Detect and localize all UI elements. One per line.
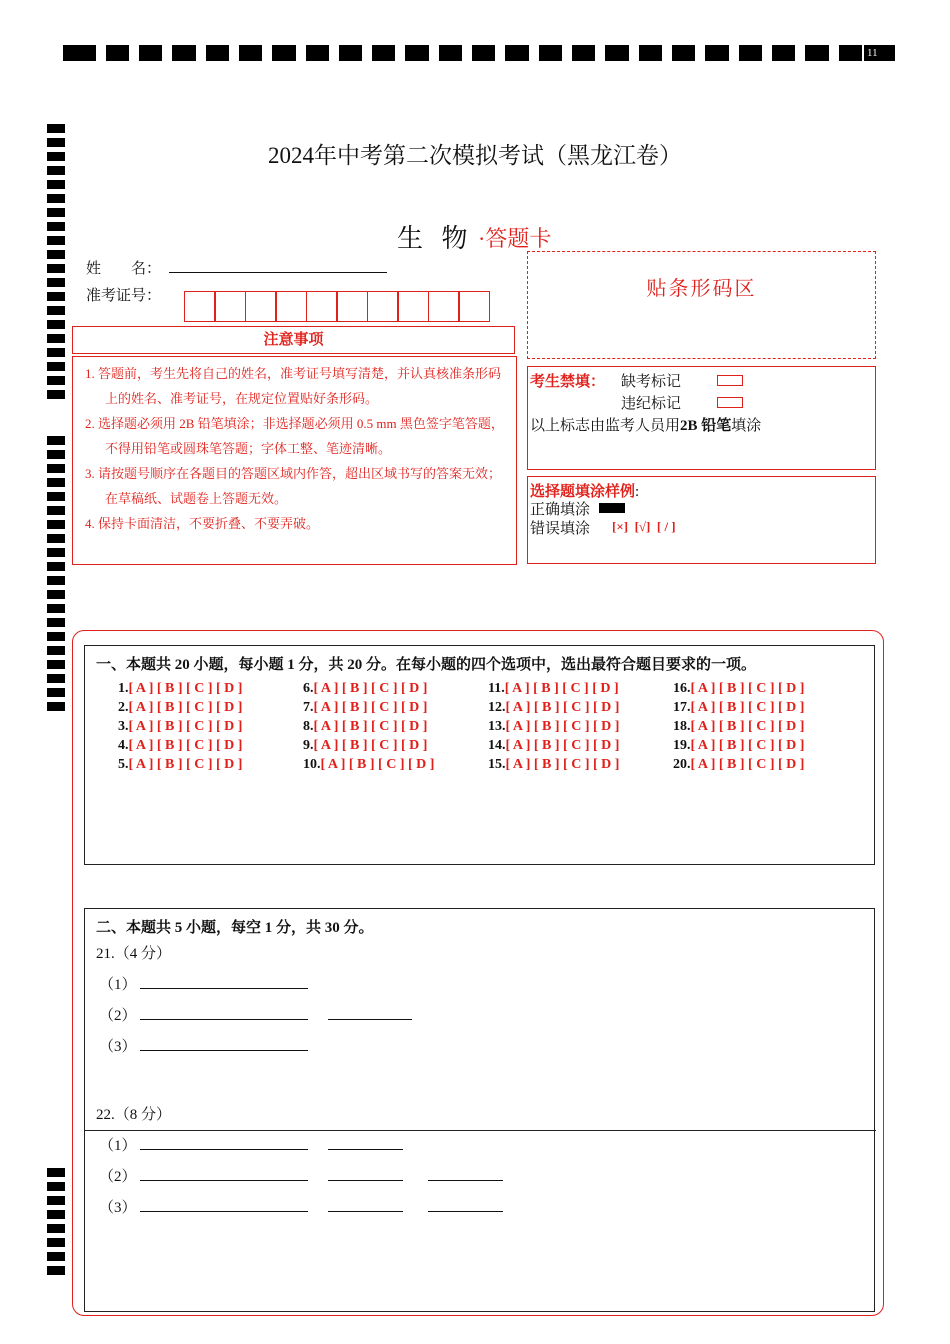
question-number: 17. (673, 700, 691, 715)
question-number: 6. (303, 681, 314, 696)
forbidden-note: 以上标志由监考人员用2B 铅笔填涂 (530, 418, 762, 434)
exam-id-label: 准考证号： (86, 288, 162, 304)
answer-blank[interactable] (328, 1197, 403, 1212)
choice-question[interactable] (488, 719, 619, 735)
fill-sample-box (527, 476, 876, 564)
question-number: 2. (118, 700, 129, 715)
question-number: 5. (118, 757, 129, 772)
absent-mark-label: 缺考标记 (621, 374, 682, 390)
notice-item: 1. 答题前，考生先将自己的姓名，准考证号填写清楚，并认真核准条形码上的姓名、准考证号，在规定位置贴好条形码。 (85, 366, 502, 406)
notice-item: 2. 选择题必须用 2B 铅笔填涂；非选择题必须用 0.5 mm 黑色签字笔答题，不得用铅笔或圆珠笔答题；字体工整、笔迹清晰。 (85, 416, 504, 456)
choice-options[interactable]: [ A ] [ B ] [ C ] [ D ] (505, 738, 620, 753)
choice-question[interactable] (303, 738, 427, 754)
top-timing-marks (63, 45, 895, 61)
page-number: 11 (864, 45, 895, 61)
choice-question[interactable] (673, 757, 804, 773)
q21-part-2: （2） (99, 1004, 412, 1025)
choice-options[interactable]: [ A ] [ B ] [ C ] [ D ] (690, 700, 805, 715)
choice-question[interactable] (673, 681, 804, 697)
question-number: 1. (118, 681, 129, 696)
choice-question[interactable] (488, 681, 619, 697)
question-number: 10. (303, 757, 321, 772)
choice-options[interactable]: [ A ] [ B ] [ C ] [ D ] (505, 757, 620, 772)
choice-question[interactable] (303, 757, 434, 773)
answer-blank[interactable] (140, 1166, 308, 1181)
wrong-fill-label: 错误填涂 (530, 521, 591, 537)
q22-divider (85, 1130, 876, 1131)
question-number: 16. (673, 681, 691, 696)
wrong-fill-samples: [×] [√] [ / ] (612, 519, 676, 534)
notice-item: 4. 保持卡面清洁，不要折叠、不要弄破。 (85, 516, 320, 531)
question-number: 15. (488, 757, 506, 772)
answer-blank[interactable] (428, 1197, 503, 1212)
choice-question[interactable] (118, 700, 242, 716)
question-number: 19. (673, 738, 691, 753)
forbidden-label: 考生禁填： (530, 374, 606, 390)
notice-item: 3. 请按题号顺序在各题目的答题区域内作答，超出区域书写的答案无效；在草稿纸、试题卷上答题无效。 (85, 466, 502, 506)
choice-options[interactable]: [ A ] [ B ] [ C ] [ D ] (128, 757, 243, 772)
fill-sample-heading: 选择题填涂样例: (530, 484, 640, 500)
q21-part-3: （3） (99, 1035, 308, 1056)
answer-blank[interactable] (140, 974, 308, 989)
subject-title: 生 物 (397, 224, 474, 253)
question-number: 8. (303, 719, 314, 734)
q22-label: 22.（8 分） (96, 1107, 172, 1123)
choice-options[interactable]: [ A ] [ B ] [ C ] [ D ] (313, 700, 428, 715)
choice-question[interactable] (118, 757, 242, 773)
choice-question[interactable] (118, 719, 242, 735)
choice-options[interactable]: [ A ] [ B ] [ C ] [ D ] (505, 700, 620, 715)
answer-blank[interactable] (428, 1166, 503, 1181)
answer-blank[interactable] (140, 1197, 308, 1212)
q22-part-1: （1） (99, 1134, 403, 1155)
choice-options[interactable]: [ A ] [ B ] [ C ] [ D ] (313, 681, 428, 696)
choice-options[interactable]: [ A ] [ B ] [ C ] [ D ] (128, 719, 243, 734)
choice-options[interactable]: [ A ] [ B ] [ C ] [ D ] (690, 757, 805, 772)
answer-blank[interactable] (140, 1005, 308, 1020)
choice-question[interactable] (118, 681, 242, 697)
choice-options[interactable]: [ A ] [ B ] [ C ] [ D ] (505, 719, 620, 734)
question-number: 12. (488, 700, 506, 715)
question-number: 20. (673, 757, 691, 772)
left-timing-marks-middle (47, 436, 65, 716)
answer-blank[interactable] (328, 1135, 403, 1150)
name-field[interactable] (169, 272, 387, 273)
question-number: 13. (488, 719, 506, 734)
choice-options[interactable]: [ A ] [ B ] [ C ] [ D ] (128, 738, 243, 753)
q22-part-2: （2） (99, 1165, 503, 1186)
notice-list (72, 356, 517, 565)
answer-blank[interactable] (140, 1036, 308, 1051)
choice-question[interactable] (488, 757, 619, 773)
answer-card-label: ·答题卡 (478, 226, 552, 251)
choice-question[interactable] (488, 738, 619, 754)
q21-part-1: （1） (99, 973, 308, 994)
question-number: 9. (303, 738, 314, 753)
left-timing-marks-bottom (47, 1168, 65, 1280)
notice-heading: 注意事项 (72, 326, 515, 354)
violation-mark-box[interactable] (717, 397, 743, 408)
choice-options[interactable]: [ A ] [ B ] [ C ] [ D ] (690, 681, 805, 696)
question-number: 11. (488, 681, 505, 696)
page-title: 2024年中考第二次模拟考试（黑龙江卷） (268, 143, 682, 168)
forbidden-fill-box (527, 366, 876, 470)
choice-options[interactable]: [ A ] [ B ] [ C ] [ D ] (313, 738, 428, 753)
question-number: 7. (303, 700, 314, 715)
exam-id-boxes[interactable] (185, 291, 490, 322)
choice-question[interactable] (673, 738, 804, 754)
answer-blank[interactable] (328, 1166, 403, 1181)
question-number: 4. (118, 738, 129, 753)
violation-mark-label: 违纪标记 (621, 396, 682, 412)
q22-part-3: （3） (99, 1196, 503, 1217)
choice-question[interactable] (673, 719, 804, 735)
question-number: 3. (118, 719, 129, 734)
section2-heading: 二、本题共 5 小题，每空 1 分，共 30 分。 (96, 920, 374, 936)
answer-blank[interactable] (140, 1135, 308, 1150)
question-number: 18. (673, 719, 691, 734)
answer-blank[interactable] (328, 1005, 412, 1020)
correct-fill-label: 正确填涂 (530, 502, 591, 518)
choice-options[interactable]: [ A ] [ B ] [ C ] [ D ] (313, 719, 428, 734)
section-fill-in (84, 908, 875, 1312)
choice-question[interactable] (488, 700, 619, 716)
choice-options[interactable]: [ A ] [ B ] [ C ] [ D ] (320, 757, 435, 772)
q21-label: 21.（4 分） (96, 946, 172, 962)
choice-options[interactable]: [ A ] [ B ] [ C ] [ D ] (504, 681, 619, 696)
choice-options[interactable]: [ A ] [ B ] [ C ] [ D ] (690, 719, 805, 734)
section-multiple-choice (84, 645, 875, 865)
correct-fill-sample (599, 503, 625, 513)
choice-question[interactable] (303, 700, 427, 716)
choice-question[interactable] (303, 681, 427, 697)
choice-options[interactable]: [ A ] [ B ] [ C ] [ D ] (128, 681, 243, 696)
barcode-area-label: 贴条形码区 (646, 278, 757, 300)
choice-question[interactable] (303, 719, 427, 735)
name-label: 姓 名： (86, 261, 162, 277)
choice-question[interactable] (118, 738, 242, 754)
absent-mark-box[interactable] (717, 375, 743, 386)
section1-heading: 一、本题共 20 小题，每小题 1 分，共 20 分。在每小题的四个选项中，选出最符合题目要求的一项。 (96, 657, 757, 673)
choice-options[interactable]: [ A ] [ B ] [ C ] [ D ] (690, 738, 805, 753)
choice-options[interactable]: [ A ] [ B ] [ C ] [ D ] (128, 700, 243, 715)
question-number: 14. (488, 738, 506, 753)
choice-question[interactable] (673, 700, 804, 716)
barcode-area (527, 251, 876, 359)
